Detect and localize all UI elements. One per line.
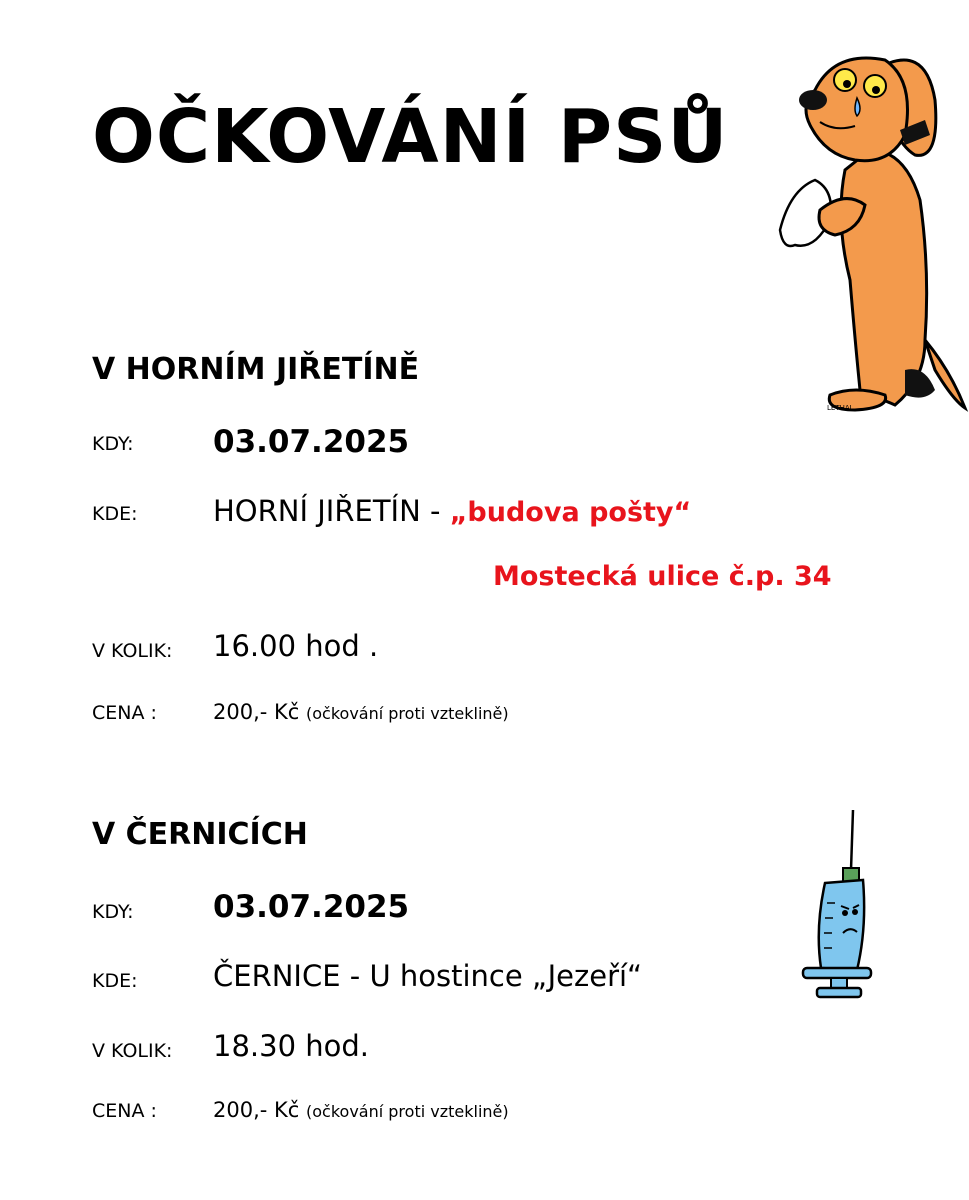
when-label: KDY: [92,901,134,923]
price-amount: 200,- Kč [213,1098,300,1122]
where-label: KDE: [92,503,138,525]
where-label: KDE: [92,970,138,992]
price-note: (očkování proti vzteklině) [306,704,509,723]
where-value [213,494,692,528]
price-label: CENA : [92,1100,157,1122]
time-label: V KOLIK: [92,1040,173,1062]
time-value: 16.00 hod . [213,629,379,663]
when-label: KDY: [92,433,134,455]
price-value [213,702,509,723]
when-value: 03.07.2025 [213,424,410,460]
where-highlight: „budova pošty“ [449,497,692,528]
section-heading-cernice: V ČERNICÍCH [92,817,308,852]
price-label: CENA : [92,702,157,724]
section-heading-horni-jiretin: V HORNÍM JIŘETÍNĚ [92,352,420,387]
syringe-icon [795,808,875,1000]
time-value: 18.30 hod. [213,1029,369,1063]
where-place: HORNÍ JIŘETÍN - [213,494,441,528]
address-text: Mostecká ulice č.p. 34 [493,561,832,592]
when-value: 03.07.2025 [213,889,410,925]
price-amount: 200,- Kč [213,700,300,724]
time-label: V KOLIK: [92,640,173,662]
price-value [213,1100,509,1121]
svg-text:LETHAL: LETHAL [827,404,854,412]
price-note: (očkování proti vzteklině) [306,1102,509,1121]
where-value: ČERNICE - U hostince „Jezeří“ [213,959,643,993]
page-title: OČKOVÁNÍ PSŮ [92,94,729,180]
crying-dog-icon [775,40,969,415]
